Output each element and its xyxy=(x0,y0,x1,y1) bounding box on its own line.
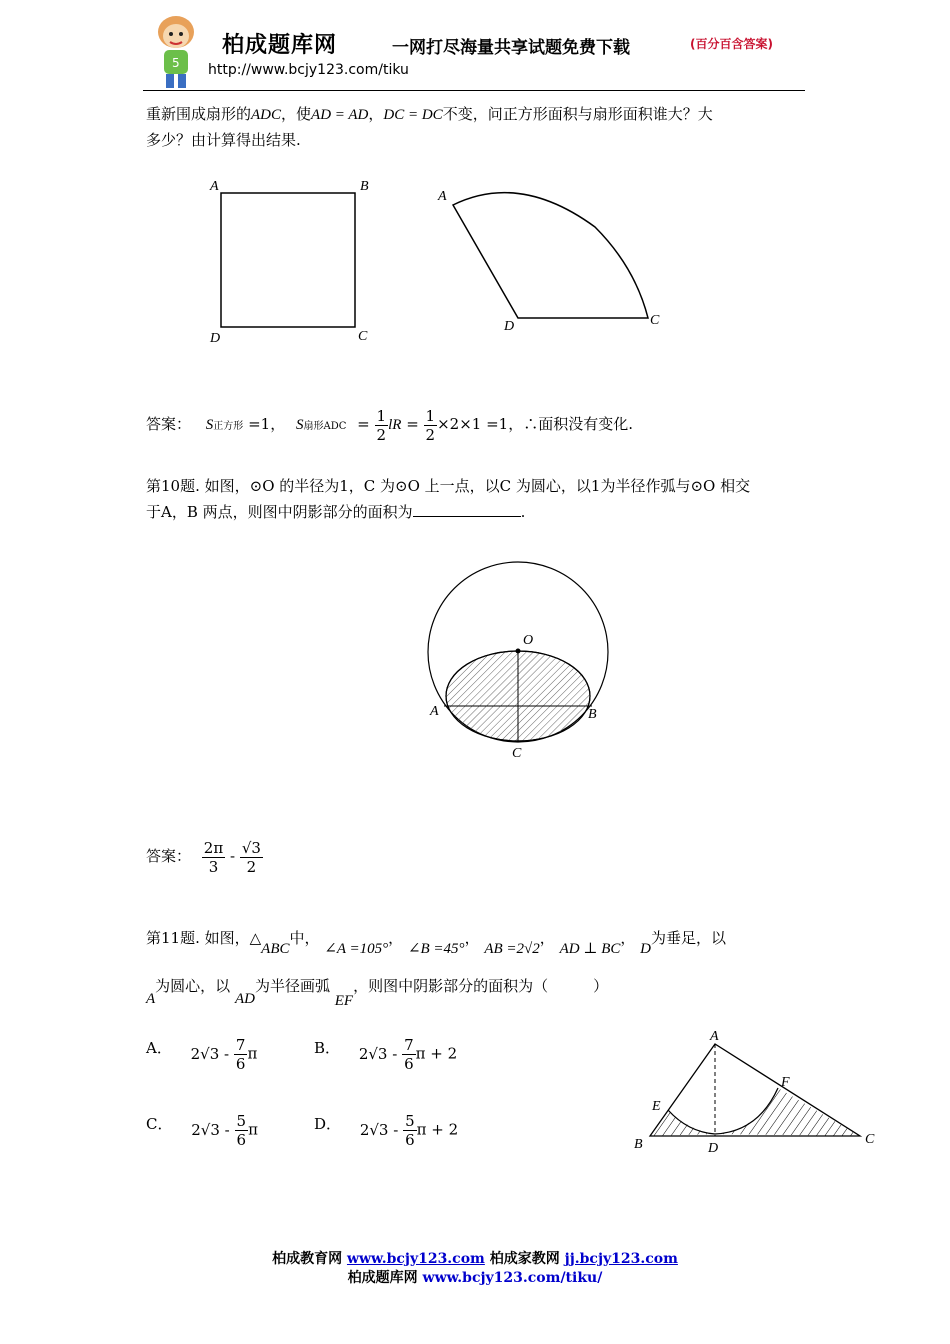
slogan-tag: (百分百含答案) xyxy=(690,37,773,51)
label-c: C xyxy=(512,746,522,761)
label-c: C xyxy=(865,1132,875,1147)
footer-link-jj[interactable]: jj.bcjy123.com xyxy=(564,1251,678,1267)
square-label-d: D xyxy=(210,331,221,346)
answer-2: 答案： $\frac{2\pi}{3}$ - $\frac{√3}{2}$ xyxy=(146,838,261,876)
label-o: O xyxy=(523,633,534,648)
q11-line-2: A为圆心，以 AD为半径画弧 EF，则图中阴影部分的面积为（ ） xyxy=(146,977,609,1009)
square-label-a: A xyxy=(210,179,219,194)
option-b[interactable]: B． 2√3 - $\frac{7}{6}$ π + 2 xyxy=(314,1036,458,1073)
footer-line-2: 柏成题库网 www.bcjy123.com/tiku/ xyxy=(347,1270,603,1286)
header-divider xyxy=(143,90,805,91)
footer-link-tiku[interactable]: www.bcjy123.com/tiku/ xyxy=(422,1270,603,1286)
site-url[interactable]: http://www.bcjy123.com/tiku xyxy=(208,62,409,78)
q11-line-1: 第11题. 如图，△ABC中， ∠A =105°， ∠B =45°， AB =2√2， AD ⊥ BC， D为垂足，以 xyxy=(146,929,727,957)
shaded-right xyxy=(715,1088,860,1136)
sector-label-a: A xyxy=(438,189,447,204)
q10-line-2: 于A，B 两点，则图中阴影部分的面积为 . xyxy=(146,500,525,524)
intro-line-2: 多少？由计算得出结果. xyxy=(146,131,301,149)
option-a[interactable]: A． 2√3 - $\frac{7}{6}$ π xyxy=(146,1036,258,1073)
label-b: B xyxy=(634,1137,643,1152)
option-d[interactable]: D． 2√3 - $\frac{5}{6}$ π + 2 xyxy=(314,1112,459,1149)
answer-blank xyxy=(413,500,521,517)
label-e: E xyxy=(652,1099,661,1114)
label-b: B xyxy=(588,707,597,722)
square-label-b: B xyxy=(360,179,369,194)
sector-shape xyxy=(453,193,648,318)
answer-1: 答案： S正方形 =1， S扇形ADC = $\frac{1}{2}$ lR = $\frac{1}{2}$ ×2×1 =1，∴面积没有变化. xyxy=(146,406,633,444)
label-f: F xyxy=(781,1075,790,1090)
intro-line-1: 重新围成扇形的ADC，使AD = AD，DC = DC不变，问正方形面积与扇形面积谁大？大 xyxy=(146,105,713,123)
footer-link-main[interactable]: www.bcjy123.com xyxy=(346,1251,485,1267)
footer-line-1: 柏成教育网 www.bcjy123.com 柏成家教网 jj.bcjy123.com xyxy=(272,1251,678,1267)
label-d: D xyxy=(708,1141,719,1156)
svg-text:5: 5 xyxy=(172,56,180,70)
site-title: 柏成题库网 xyxy=(222,32,338,58)
label-a: A xyxy=(430,704,439,719)
label-a: A xyxy=(710,1029,719,1044)
figure-square-sector xyxy=(200,172,680,352)
figure-circles xyxy=(420,560,620,765)
sector-label-c: C xyxy=(650,313,660,328)
square-shape xyxy=(221,193,355,327)
mascot-logo xyxy=(146,10,206,90)
q10-line-1: 第10题. 如图，⊙O 的半径为1，C 为⊙O 上一点，以C 为圆心，以1为半径作弧与⊙O 相交 xyxy=(146,477,751,495)
center-o xyxy=(516,649,521,654)
square-label-c: C xyxy=(358,329,368,344)
sector-label-d: D xyxy=(504,319,515,334)
site-slogan: 一网打尽海量共享试题免费下载 xyxy=(392,38,630,58)
figure-triangle xyxy=(628,1026,884,1158)
option-c[interactable]: C． 2√3 - $\frac{5}{6}$ π xyxy=(146,1112,258,1149)
